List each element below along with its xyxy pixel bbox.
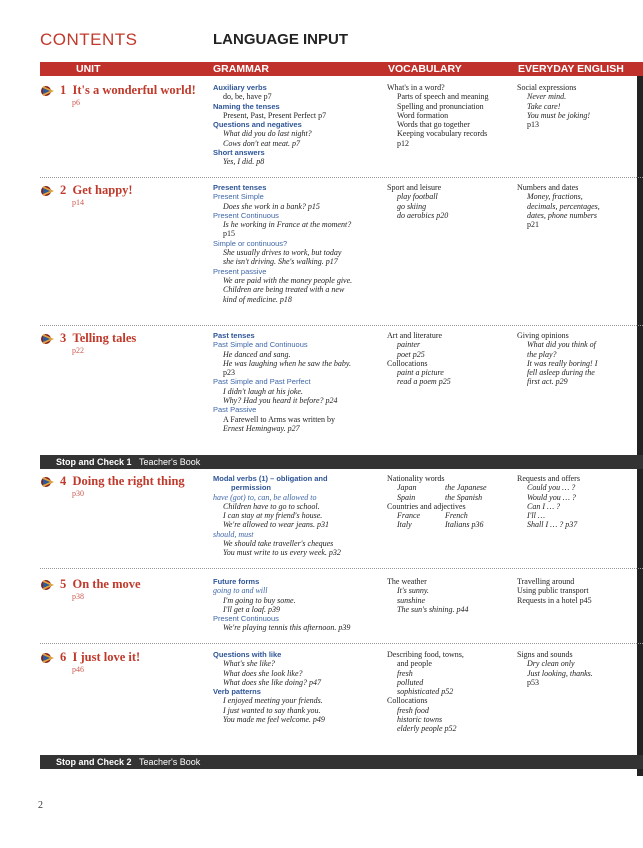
unit-title-text: On the move	[72, 577, 141, 591]
unit-number: 2	[60, 183, 67, 197]
example-line: You must write to us every week. p32	[223, 548, 341, 558]
column-header-grammar: GRAMMAR	[213, 63, 269, 75]
example-line: Money, fractions,	[527, 192, 583, 202]
grammar-heading: Verb patterns	[213, 687, 261, 697]
example-line: You must be joking!	[527, 110, 591, 120]
unit-page-ref: p38	[72, 592, 84, 601]
topic-line: Describing food, towns,	[387, 650, 464, 659]
everyday-column	[517, 183, 600, 229]
unit-title-text: Get happy!	[72, 183, 133, 197]
column-header-bar	[40, 62, 643, 76]
grammar-column	[213, 474, 341, 558]
row-divider	[40, 643, 643, 644]
everyday-column	[517, 650, 593, 687]
vocabulary-column	[387, 650, 464, 734]
grammar-subheading: Past Simple and Continuous	[213, 340, 308, 350]
topic-line: What's in a word?	[387, 83, 445, 92]
vocab-pair-left: Japan	[397, 483, 417, 493]
example-line: I just wanted to say thank you.	[223, 705, 321, 715]
grammar-column	[213, 650, 325, 724]
topic-line: Social expressions	[517, 83, 577, 92]
grammar-heading: Present tenses	[213, 183, 267, 192]
example-line: kind of medicine. p18	[223, 294, 292, 304]
unit-title-text: I just love it!	[72, 650, 141, 664]
grammar-subheading: Present Continuous	[213, 614, 279, 624]
example-line: It's sunny.	[397, 586, 429, 596]
grammar-heading: Future forms	[213, 577, 260, 586]
grammar-subheading: Present passive	[213, 266, 267, 276]
vocabulary-column	[387, 331, 451, 387]
detail-line: Words that go together	[397, 120, 470, 130]
grammar-subheading: Past Simple and Past Perfect	[213, 377, 311, 387]
example-line: elderly people p52	[397, 724, 457, 734]
example-line: He danced and sang.	[223, 349, 291, 359]
grammar-subheading: going to and will	[213, 586, 268, 596]
example-line: historic towns	[397, 715, 443, 725]
detail-line: Parts of speech and meaning	[397, 92, 489, 102]
vocab-pair-right: the Spanish	[445, 492, 483, 502]
example-line: I enjoyed meeting your friends.	[223, 696, 323, 706]
page-edge-shadow	[637, 76, 643, 776]
vocab-pair	[387, 493, 487, 502]
topic-line: Collocations	[387, 358, 428, 368]
grammar-heading: Auxiliary verbs	[213, 83, 267, 92]
example-line: she isn't driving. She's walking. p17	[223, 257, 338, 267]
topic-line: Using public transport	[517, 586, 589, 596]
example-line: painter	[397, 340, 421, 350]
example-line: What did you think of	[527, 340, 596, 350]
example-line: Is he working in France at the moment?	[223, 220, 352, 230]
unit-number: 4	[60, 474, 67, 488]
example-line: sophisticated p52	[397, 687, 454, 697]
grammar-heading: Questions and negatives	[213, 120, 302, 130]
unit-title	[60, 331, 136, 346]
detail-line: p13	[527, 120, 539, 130]
vocab-pair-right: the Japanese	[445, 483, 487, 493]
unit-number: 3	[60, 331, 67, 345]
teachers-book-label: Teacher's Book	[139, 457, 201, 467]
example-line: He was laughing when he saw the baby.	[223, 358, 351, 368]
topic-line: Requests and offers	[517, 474, 580, 483]
detail-line: Word formation	[397, 110, 449, 120]
grammar-heading: Questions with like	[213, 650, 282, 659]
grammar-subheading: Present Simple	[213, 192, 264, 202]
example-line: play football	[397, 192, 438, 202]
stop-and-check-bar	[40, 755, 643, 769]
vocabulary-column	[387, 83, 489, 148]
example-line: decimals, percentages,	[527, 201, 600, 211]
row-divider	[40, 325, 643, 326]
stop-and-check-bar	[40, 455, 643, 469]
example-line: Would you … ?	[527, 492, 576, 502]
example-line: do aerobics p20	[397, 210, 449, 220]
example-line: fresh food	[397, 705, 429, 715]
vocabulary-column	[387, 474, 487, 530]
topic-line: The weather	[387, 577, 427, 586]
unit-page-ref: p14	[72, 198, 84, 207]
everyday-column	[517, 577, 592, 605]
example-line: I'll …	[527, 511, 545, 521]
unit-title-text: It's a wonderful world!	[72, 83, 196, 97]
detail-line: p15	[223, 229, 235, 239]
vocab-pair	[387, 511, 487, 520]
grammar-subheading: should, must	[213, 529, 254, 539]
column-header-vocabulary: VOCABULARY	[388, 63, 462, 75]
vocabulary-column	[387, 577, 469, 614]
unit-title	[60, 183, 133, 198]
grammar-column	[213, 83, 326, 167]
page-title: CONTENTS	[40, 30, 138, 49]
unit-page-ref: p6	[72, 98, 80, 107]
topic-line: Numbers and dates	[517, 183, 579, 192]
unit-page-ref: p22	[72, 346, 84, 355]
topic-line: Sport and leisure	[387, 183, 442, 192]
example-line: I'm going to buy some.	[223, 595, 296, 605]
example-line: We're playing tennis this afternoon. p39	[223, 623, 351, 633]
unit-arrow-icon	[40, 474, 56, 490]
unit-arrow-icon	[40, 650, 56, 666]
example-line: read a poem p25	[397, 377, 451, 387]
example-line: Why? Had you heard it before? p24	[223, 396, 338, 406]
row-divider	[40, 177, 643, 178]
example-line: It was really boring! I	[527, 358, 598, 368]
example-line: Dry clean only	[527, 659, 575, 669]
example-line: go skiing	[397, 201, 427, 211]
grammar-heading: Naming the tenses	[213, 101, 280, 111]
example-line: We are paid with the money people give.	[223, 275, 353, 285]
vocab-pair-right: Italians p36	[445, 520, 484, 530]
example-line: Yes, I did. p8	[223, 157, 265, 167]
example-line: Does she work in a bank? p15	[223, 201, 320, 211]
example-line: I didn't laugh at his joke.	[223, 386, 303, 396]
detail-line: A Farewell to Arms was written by	[223, 414, 335, 424]
column-header-everyday-english: EVERYDAY ENGLISH	[518, 63, 624, 75]
vocab-pair	[387, 520, 487, 529]
example-line: Ernest Hemingway. p27	[223, 423, 300, 433]
vocab-pair-left: France	[397, 511, 421, 521]
vocabulary-column	[387, 183, 448, 220]
grammar-column	[213, 577, 350, 633]
example-line: What did you do last night?	[223, 129, 312, 139]
example-line: paint a picture	[397, 368, 444, 378]
unit-arrow-icon	[40, 577, 56, 593]
detail-line: p12	[397, 138, 409, 148]
unit-page-ref: p46	[72, 665, 84, 674]
topic-line: Giving opinions	[517, 331, 569, 340]
topic-line: Travelling around	[517, 577, 575, 586]
example-line: fresh	[397, 668, 413, 678]
example-line: Children are being treated with a new	[223, 285, 345, 295]
topic-line: Requests in a hotel p45	[517, 595, 592, 605]
detail-line: do, be, have p7	[223, 92, 272, 102]
unit-number: 5	[60, 577, 67, 591]
grammar-column	[213, 331, 351, 433]
topic-line: Signs and sounds	[517, 650, 573, 659]
row-divider	[40, 568, 643, 569]
unit-title-text: Telling tales	[72, 331, 137, 345]
detail-line: and people	[397, 659, 432, 669]
vocab-pair-left: Spain	[397, 492, 416, 502]
example-line: polluted	[397, 677, 424, 687]
everyday-column	[517, 474, 580, 530]
example-line: I can stay at my friend's house.	[223, 511, 323, 521]
grammar-subheading: Present Continuous	[213, 210, 279, 220]
unit-title-text: Doing the right thing	[72, 474, 185, 488]
example-line: sunshine	[397, 595, 425, 605]
grammar-heading: Modal verbs (1) – obligation and	[213, 474, 328, 483]
column-header-unit: UNIT	[76, 63, 101, 75]
stop-and-check-label: Stop and Check 1	[56, 457, 132, 467]
unit-title	[60, 474, 185, 489]
topic-line: Nationality words	[387, 474, 445, 483]
topic-line: Art and literature	[387, 331, 443, 340]
page-number: 2	[38, 800, 43, 811]
detail-line: Keeping vocabulary records	[397, 129, 488, 139]
unit-arrow-icon	[40, 83, 56, 99]
vocab-pair-left: Italy	[397, 520, 412, 530]
teachers-book-label: Teacher's Book	[139, 757, 201, 767]
example-line: Cows don't eat meat. p7	[223, 138, 301, 148]
topic-line: Collocations	[387, 696, 428, 706]
stop-and-check-label: Stop and Check 2	[56, 757, 132, 767]
detail-line: Present, Past, Present Perfect p7	[223, 110, 327, 120]
detail-line: p53	[527, 677, 539, 687]
example-line: What does she look like?	[223, 668, 303, 678]
example-line: dates, phone numbers	[527, 210, 597, 220]
unit-number: 6	[60, 650, 67, 664]
everyday-column	[517, 83, 590, 129]
example-line: Just looking, thanks.	[527, 668, 593, 678]
example-line: What's she like?	[223, 659, 275, 669]
unit-title	[60, 650, 140, 665]
example-line: fell asleep during the	[527, 368, 595, 378]
example-line: I'll get a loaf. p39	[223, 604, 281, 614]
grammar-heading: permission	[231, 483, 272, 493]
example-line: first act. p29	[527, 377, 568, 387]
example-line: She usually drives to work, but today	[223, 248, 342, 258]
unit-title	[60, 577, 141, 592]
unit-page-ref: p30	[72, 489, 84, 498]
grammar-heading: Short answers	[213, 148, 265, 158]
unit-arrow-icon	[40, 183, 56, 199]
vocab-pair-right: French	[445, 511, 468, 521]
grammar-column	[213, 183, 352, 304]
example-line: Never mind.	[527, 92, 567, 102]
example-line: Children have to go to school.	[223, 501, 320, 511]
example-line: the play?	[527, 349, 557, 359]
detail-line: p23	[223, 368, 235, 378]
unit-title	[60, 83, 196, 98]
vocab-pair	[387, 483, 487, 492]
detail-line: Spelling and pronunciation	[397, 101, 484, 111]
example-line: What does she like doing? p47	[223, 677, 321, 687]
topic-line: Countries and adjectives	[387, 501, 466, 511]
example-line: poet p25	[397, 349, 425, 359]
example-line: We're allowed to wear jeans. p31	[223, 520, 329, 530]
example-line: The sun's shining. p44	[397, 604, 469, 614]
grammar-subheading: Past Passive	[213, 405, 257, 415]
grammar-subheading: have (got) to, can, be allowed to	[213, 492, 317, 502]
example-line: We should take traveller's cheques	[223, 539, 334, 549]
example-line: Can I … ?	[527, 501, 561, 511]
detail-line: p21	[527, 220, 539, 230]
everyday-column	[517, 331, 597, 387]
example-line: Shall I … ? p37	[527, 520, 578, 530]
unit-number: 1	[60, 83, 67, 97]
grammar-heading: Past tenses	[213, 331, 255, 340]
example-line: Take care!	[527, 101, 561, 111]
grammar-subheading: Simple or continuous?	[213, 238, 288, 248]
section-title: LANGUAGE INPUT	[213, 31, 348, 48]
example-line: Could you … ?	[527, 483, 576, 493]
example-line: You made me feel welcome. p49	[223, 715, 325, 725]
unit-arrow-icon	[40, 331, 56, 347]
